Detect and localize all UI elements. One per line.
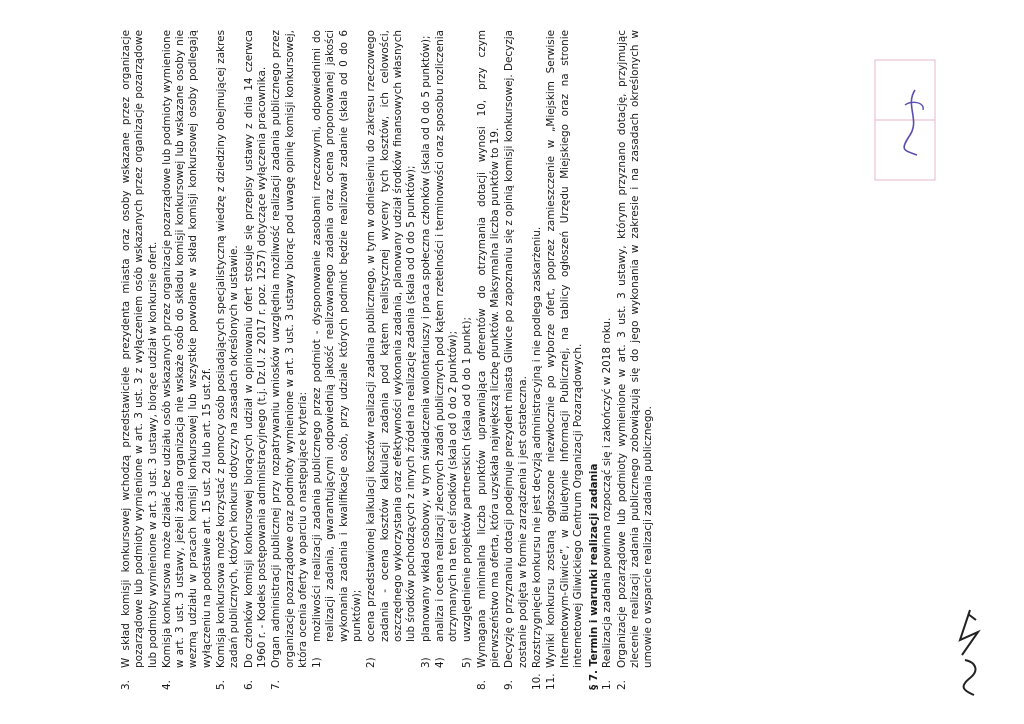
criteria-text: planowany wkład osobowy, w tym świadczenia wolontariuszy i praca społeczna członków (skala od 0 do 5 punktów); bbox=[419, 35, 432, 642]
item-text: Organizacje pozarządowe lub podmioty wymienione w art. 3 ust. 3 ustawy, którym przyznano dotację, przyjmując zlecenie realizacji zadania publicznego zobowiązują się do jego wykonania w zakresie i na zasadach określonych w umowie o wsparcie realizacji zadania publicznego. bbox=[615, 30, 655, 668]
item-number: 7. bbox=[270, 680, 283, 690]
criteria-item bbox=[461, 30, 474, 668]
criteria-text: ocena przedstawionej kalkulacji kosztów realizacji zadania publicznego, w tym w odniesieniu do zakresu rzeczowego zadania - ocena kosztów kalkulacji zadania pod kątem realistycznej wyceny tych kosztów, ich celowości, oszczędnego wykorzystania oraz efektywności wykonania zadania, planowany udział środków finansowych własnych lub środków pochodzących z innych źródeł na realizację zadania (skala od 0 do 5 punktów); bbox=[365, 30, 418, 642]
criteria-number: 5) bbox=[461, 657, 474, 668]
item-number: 9. bbox=[503, 680, 516, 690]
list-item bbox=[601, 30, 614, 690]
criteria-text: uwzględnienie projektów partnerskich (skala od 0 do 1 punkt); bbox=[461, 316, 474, 642]
criteria-list bbox=[311, 30, 475, 668]
list-item bbox=[270, 30, 310, 690]
criteria-item bbox=[311, 30, 364, 668]
list-item bbox=[476, 30, 503, 690]
list-item bbox=[503, 30, 530, 690]
list-item bbox=[161, 30, 214, 690]
criteria-number: 1) bbox=[311, 657, 324, 668]
criteria-item bbox=[420, 30, 433, 668]
item-text: Rozstrzygnięcie konkursu nie jest decyzją administracyjną i nie podlega zaskarżeniu. bbox=[530, 226, 543, 668]
item-text: Organ administracji publicznej przy rozpatrywaniu wniosków uwzględnia możliwość realizacji zadania publicznego przez organizacje pozarządowe oraz podmioty wymienione w art. 3 ust. 3 ustawy biorąc pod uwagę opinię komisji konkursowej, która ocenia oferty w oparciu o następujące kryteria: bbox=[270, 30, 309, 668]
section-7-list bbox=[601, 30, 655, 690]
criteria-number: 4) bbox=[433, 657, 446, 668]
rotated-document-body bbox=[120, 30, 860, 690]
criteria-text: analiza i ocena realizacji zleconych zadań publicznych pod kątem rzetelności i terminowości oraz sposobu rozliczenia otrzymanych na ten cel środków (skala od 0 do 2 punktów); bbox=[433, 30, 460, 642]
criteria-item bbox=[434, 30, 461, 668]
item-text: W skład komisji konkursowej wchodzą przedstawiciele prezydenta miasta oraz osoby wskazane przez organizacje pozarządowe lub podmioty wymienione w art. 3 ust. 3 z wyłączeniem osób wskazanych przez organizacje pozarządowe lub podmioty wymienione w art. 3 ust. 3 ustawy, biorące udział w konkursie ofert. bbox=[120, 30, 159, 668]
list-item bbox=[545, 30, 585, 690]
item-number: 1. bbox=[601, 680, 614, 690]
item-text: Wymagana minimalna liczba punktów uprawniająca oferentów do otrzymania dotacji wynosi 10, przy czym pierwszeństwo ma oferta, która uzyskała największą liczbę punktów. Maksymalna liczba punktów to 19. bbox=[475, 30, 502, 668]
item-text: Do członków komisji konkursowej biorących udział w opiniowaniu ofert stosuje się przepisy ustawy z dnia 14 czerwca 1960 r. - Kodeks postępowania administracyjnego (t.j. Dz.U. z 2017 r. poz. 1257) dotyczące wyłączenia pracownika. bbox=[242, 30, 268, 668]
signature-mark bbox=[940, 600, 1000, 710]
item-number: 10. bbox=[530, 673, 543, 690]
item-number: 4. bbox=[160, 680, 173, 690]
criteria-item bbox=[365, 30, 418, 668]
item-number: 11. bbox=[545, 673, 558, 690]
item-number: 6. bbox=[242, 680, 255, 690]
item-text: Komisja konkursowa może korzystać z pomocy osób posiadających specjalistyczną wiedzę z dziedziny obejmującej zakres zadań publicznych, których konkurs dotyczy na zasadach określonych w ustawie. bbox=[215, 30, 241, 668]
criteria-number: 2) bbox=[365, 657, 378, 668]
list-item bbox=[243, 30, 270, 690]
item-number: 2. bbox=[615, 680, 628, 690]
list-item bbox=[531, 30, 544, 690]
item-text: Decyzję o przyznaniu dotacji podejmuje prezydent miasta Gliwice po zapoznaniu się z opinią komisji konkursowej. Decyzja zostanie podjęta w formie zarządzenia i jest ostateczna. bbox=[503, 30, 529, 668]
criteria-text: możliwości realizacji zadania publicznego przez podmiot - dysponowanie zasobami rzeczowymi, odpowiednimi do realizacji zadania, gwarantującymi odpowiednią jakość realizowanego zadania oraz ocena proponowanej jakości wykonania zadania i kwalifikacje osób, przy udziale których podmiot będzie realizował zadanie (skala od 0 do 6 punktów); bbox=[311, 30, 364, 642]
item-text: Realizacja zadania powinna rozpocząć się i zakończyć w 2018 roku. bbox=[601, 317, 614, 668]
regulations-list-part-1 bbox=[120, 30, 310, 690]
list-item bbox=[215, 30, 242, 690]
item-text: Wyniki konkursu zostaną ogłoszone niezwłocznie po wyborze ofert, poprzez zamieszczenie w „Miejskim Serwisie Internetowym-Gliwice”, w Biuletynie Informacji Publicznej, na tablicy ogłoszeń Urzędu Miejskiego oraz na stronie internetowej Gliwickiego Centrum Organizacji Pozarządowych. bbox=[545, 30, 584, 668]
item-text: Komisja konkursowa może działać bez udziału osób wskazanych przez organizacje pozarządowe lub podmioty wymienione w art. 3 ust. 3 ustawy, jeżeli żadna organizacja nie wskaże osób do składu komisji konkursowej lub wskazane osoby nie wezmą udziału w pracach komisji konkursowej lub wszystkie powołane w skład komisji konkursowej osoby podlegają wyłączeniu na podstawie art. 15 ust. 2d lub art. 15 ust.2f. bbox=[160, 30, 213, 668]
list-item bbox=[616, 30, 656, 690]
item-number: 8. bbox=[475, 680, 488, 690]
criteria-number: 3) bbox=[419, 657, 432, 668]
item-number: 3. bbox=[120, 680, 132, 690]
list-item bbox=[120, 30, 160, 690]
handwritten-annotation bbox=[845, 50, 955, 210]
regulations-list-part-2 bbox=[476, 30, 585, 690]
item-number: 5. bbox=[215, 680, 228, 690]
section-7-heading: § 7. Termin i warunki realizacji zadania bbox=[588, 463, 601, 690]
